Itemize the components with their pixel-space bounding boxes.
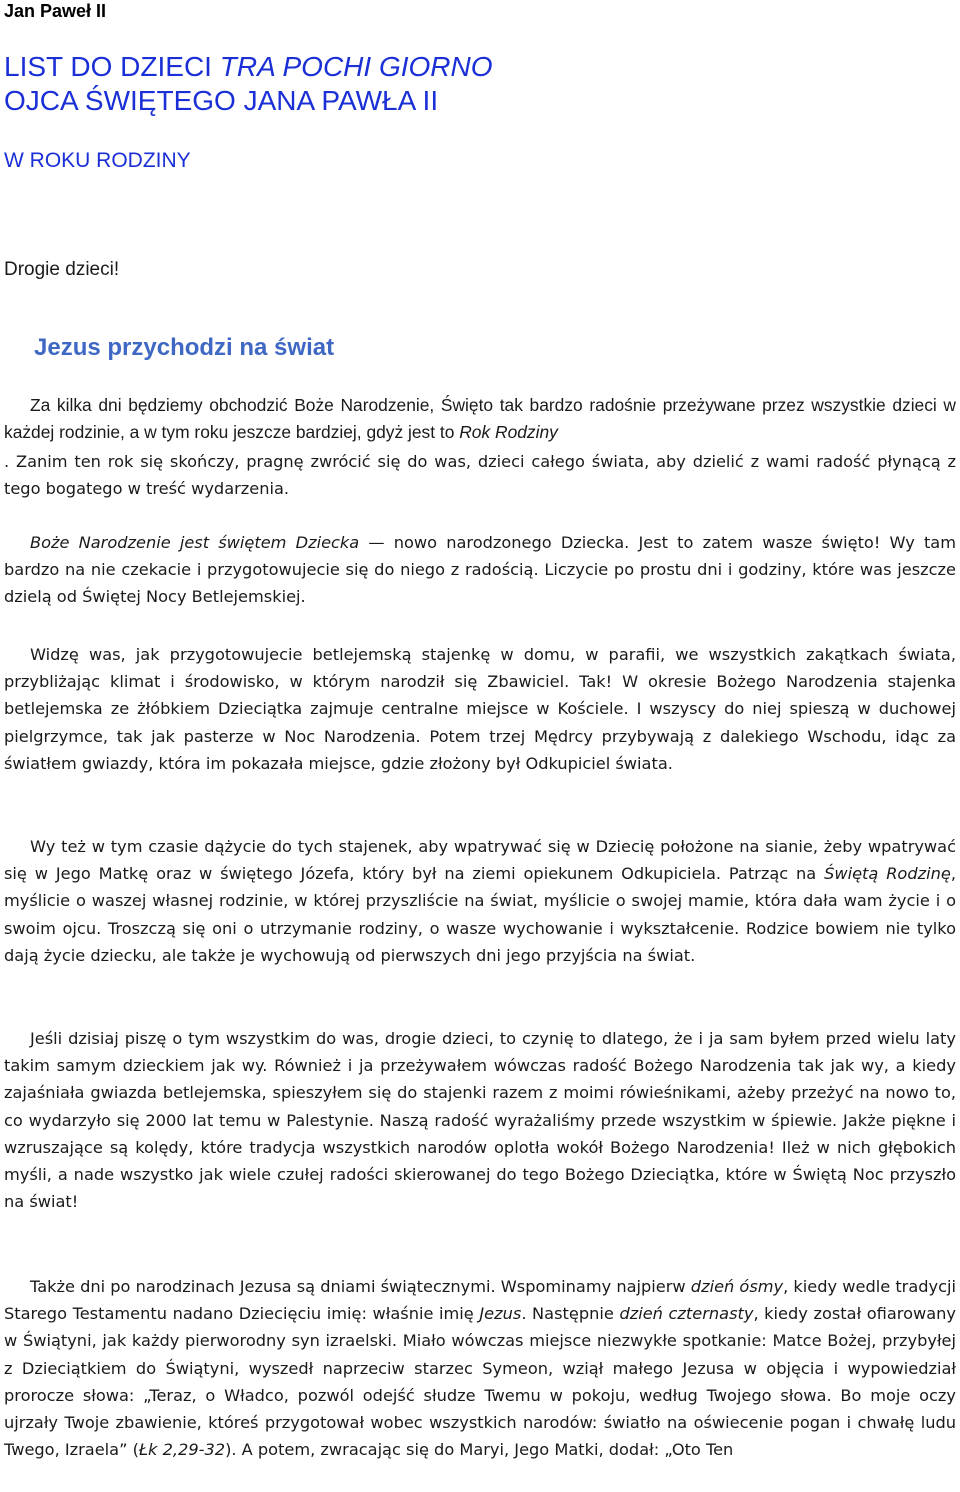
paragraph-6: Jeśli dzisiaj piszę o tym wszystkim do was, drogie dzieci, to czynię to dlatego, że i ja sam byłem przed wielu laty takim samym dzieckiem jak wy. Również i ja przeżywałem wówczas radość Bożego Narodzenia tak jak wy, a kiedy zajaśniała gwiazda betlejemska, spieszyłem się do stajenki razem z moimi rówieśnikami, ażeby przeżyć na nowo to, co wydarzyło się 2000 lat temu w Palestynie. Naszą radość wyrażaliśmy przede wszystkim w śpiewie. Jakże piękne i wzruszające są kolędy, które tradycja wszystkich narodów oplotła wokół Bożego Narodzenia! Ileż w nich głębokich myśli, a nade wszystko jak wiele czułej radości skierowanej do tego Bożego Dzieciątka, które w Świętą Noc przyszło na świat! (4, 1029, 956, 1212)
p7-text-a: Także dni po narodzinach Jezusa są dniami świątecznymi. Wspominamy najpierw (30, 1277, 691, 1296)
p7-italic-2: Jezus (479, 1304, 522, 1324)
intro-text: Za kilka dni będziemy obchodzić Boże Narodzenie, Święto tak bardzo radośnie przeżywane przez wszystkie dzieci w każdej rodzinie, a w tym roku jeszcze bardziej, gdyż jest to (4, 395, 956, 443)
p7-italic-1: dzień ósmy (690, 1277, 784, 1296)
section-heading: Jezus przychodzi na świat (34, 334, 335, 361)
p7-italic-4: Łk 2,29-32 (138, 1440, 226, 1460)
p7-text-b: , kiedy wedle tradycji Starego Testamentu nadano Dziecięciu imię: właśnie imię (4, 1277, 956, 1324)
paragraph-7 (4, 1273, 956, 1463)
p7-text-c: . Następnie (521, 1304, 620, 1324)
p5-text-a: Wy też w tym czasie dążycie do tych stajenek, aby wpatrywać się w Dziecię położone na sianie, żeby wpatrywać się w Jego Matkę oraz w świętego Józefa, który był na ziemi opiekunem Odkupiciela. Patrząc na (4, 837, 956, 884)
p7-text-e: ). A potem, zwracając się do Maryi, Jego Matki, dodał: „Oto Ten (225, 1440, 734, 1460)
document-title (4, 50, 493, 118)
paragraph-4: Widzę was, jak przygotowujecie betlejemską stajenkę w domu, w parafii, we wszystkich zakątkach świata, przybliżając klimat i środowisko, w którym narodził się Zbawiciel. Tak! W okresie Bożego Narodzenia stajenka betlejemska ze żłóbkiem Dzieciątka zajmuje centralne miejsce w Kościele. I wszyscy do niej spieszą w duchowej pielgrzymce, tak jak pasterze w Noc Narodzenia. Potem trzej Mędrcy przybywają z dalekiego Wschodu, idąc za światłem gwiazdy, która im pokazała miejsce, gdzie złożony był Odkupiciel świata. (4, 645, 956, 773)
p3-italic: Boże Narodzenie jest świętem Dziecka (30, 533, 360, 552)
paragraph-3 (4, 529, 956, 611)
paragraph-intro (4, 392, 956, 446)
p7-text-d: , kiedy został ofiarowany w Świątyni, jak każdy pierworodny syn izraelski. Miało wówczas miejsce niezwykłe spotkanie: Matce Bożej, przybyłej z Dzieciątkiem do Świątyni, wyszedł naprzeciw starzec Symeon, wziął małego Jezusa w objęcia i wypowiedział prorocze słowa: „Teraz, o Władco, pozwól odejść słudze Twemu w pokoju, według Twojego słowa. Bo moje oczy ujrzały Twoje zbawienie, któreś przygotował wobec wszystkich narodów: światło na oświecenie pogan i chwałę ludu Twego, Izraela” ( (4, 1304, 957, 1460)
p5-text-b: , myślicie o waszej własnej rodzinie, w której przyszliście na świat, myślicie o swojej mamie, która dała wam życie i o swoim ojcu. Troszczą się oni o utrzymanie rodziny, o wasze wychowanie i wykształcenie. Rodzice bowiem nie tylko dają życie dziecku, ale także je wychowują od pierwszych dni jego przyjścia na świat. (4, 864, 956, 965)
title-line-1-italic: TRA POCHI GIORNO (219, 51, 493, 82)
paragraph-2: . Zanim ten rok się skończy, pragnę zwrócić się do was, dzieci całego świata, aby dzielić z wami radość płynącą z tego bogatego w treść wydarzenia. (4, 452, 956, 499)
p7-italic-3: dzień czternasty (619, 1304, 754, 1324)
greeting: Drogie dzieci! (4, 259, 120, 280)
title-line-2: OJCA ŚWIĘTEGO JANA PAWŁA II (4, 85, 439, 116)
p5-italic: Świętą Rodzinę (824, 864, 951, 884)
document-subtitle: W ROKU RODZINY (4, 149, 191, 172)
author-name: Jan Paweł II (4, 1, 107, 21)
title-line-1 (4, 50, 493, 84)
p3-text: — nowo narodzonego Dziecka. Jest to zatem wasze święto! Wy tam bardzo na nie czekacie i przygotowujecie się do niego z radością. Liczycie po prostu dni i godziny, które was jeszcze dzielą od Świętej Nocy Betlejemskiej. (4, 533, 956, 607)
intro-italic: Rok Rodziny (459, 422, 558, 443)
paragraph-5 (4, 833, 956, 969)
title-line-1-prefix: LIST DO DZIECI (4, 51, 220, 82)
